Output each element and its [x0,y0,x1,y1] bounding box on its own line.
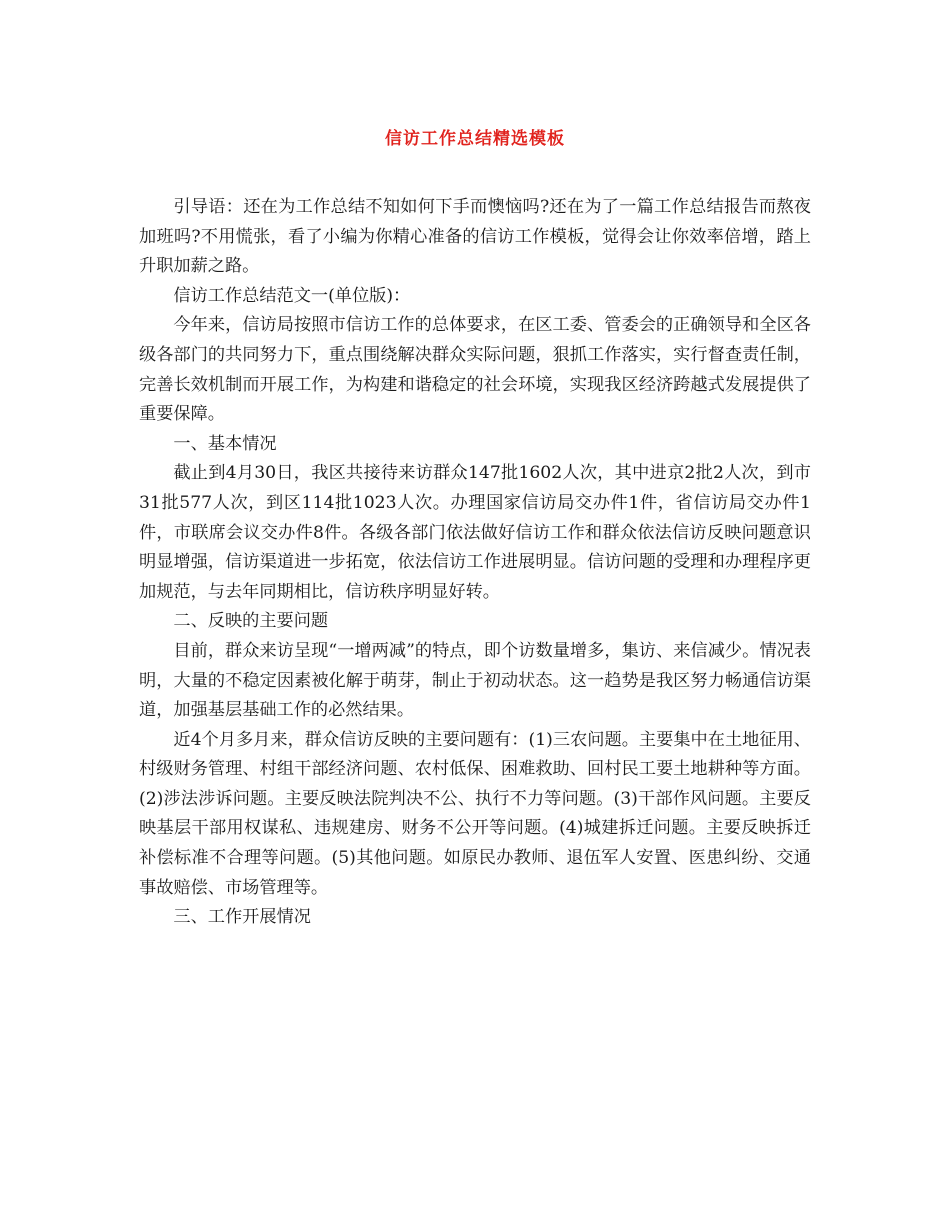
sample-heading: 信访工作总结范文一(单位版)： [173,285,411,306]
overview-paragraph: 今年来，信访局按照市信访工作的总体要求，在区工委、管委会的正确领导和全区各级各部门的共同努力下，重点围绕解决群众实际问题，狠抓工作落实，实行督查责任制，完善长效机制而开展工作，为构建和谐稳定的社会环境，实现我区经济跨越式发展提供了重要保障。 [139,315,811,425]
section-heading-basic: 一、基本情况 [173,433,277,454]
document-title: 信访工作总结精选模板 [385,129,565,149]
intro-paragraph: 引导语：还在为工作总结不知如何下手而懊恼吗?还在为了一篇工作总结报告而熬夜加班吗?不用慌张，看了小编为你精心准备的信访工作模板，觉得会让你效率倍增，踏上升职加薪之路。 [139,197,811,277]
issues-list-paragraph: 近4个月多月来，群众信访反映的主要问题有：(1)三农问题。主要集中在土地征用、村级财务管理、村组干部经济问题、农村低保、困难救助、回村民工要土地耕种等方面。(2)涉法涉诉问题。主要反映法院判决不公、执行不力等问题。(3)干部作风问题。主要反映基层干部用权谋私、违规建房、财务不公开等问题。(4)城建拆迁问题。主要反映拆迁补偿标准不合理等问题。(5)其他问题。如原民办教师、退伍军人安置、医患纠纷、交通事故赔偿、市场管理等。 [139,729,811,898]
document-body [139,193,811,933]
issues-trend-paragraph: 目前，群众来访呈现“一增两减”的特点，即个访数量增多，集访、来信减少。情况表明，大量的不稳定因素被化解于萌芽，制止于初动状态。这一趋势是我区努力畅通信访渠道，加强基层基础工作的必然结果。 [139,640,811,721]
section-heading-work: 三、工作开展情况 [173,907,311,928]
basic-situation-paragraph: 截止到4月30日，我区共接待来访群众147批1602人次，其中进京2批2人次，到市31批577人次，到区114批1023人次。办理国家信访局交办件1件，省信访局交办件1件，市联席会议交办件8件。各级各部门依法做好信访工作和群众依法信访反映问题意识明显增强，信访渠道进一步拓宽，依法信访工作进展明显。信访问题的受理和办理程序更加规范，与去年同期相比，信访秩序明显好转。 [139,463,811,602]
section-heading-issues: 二、反映的主要问题 [173,611,329,632]
